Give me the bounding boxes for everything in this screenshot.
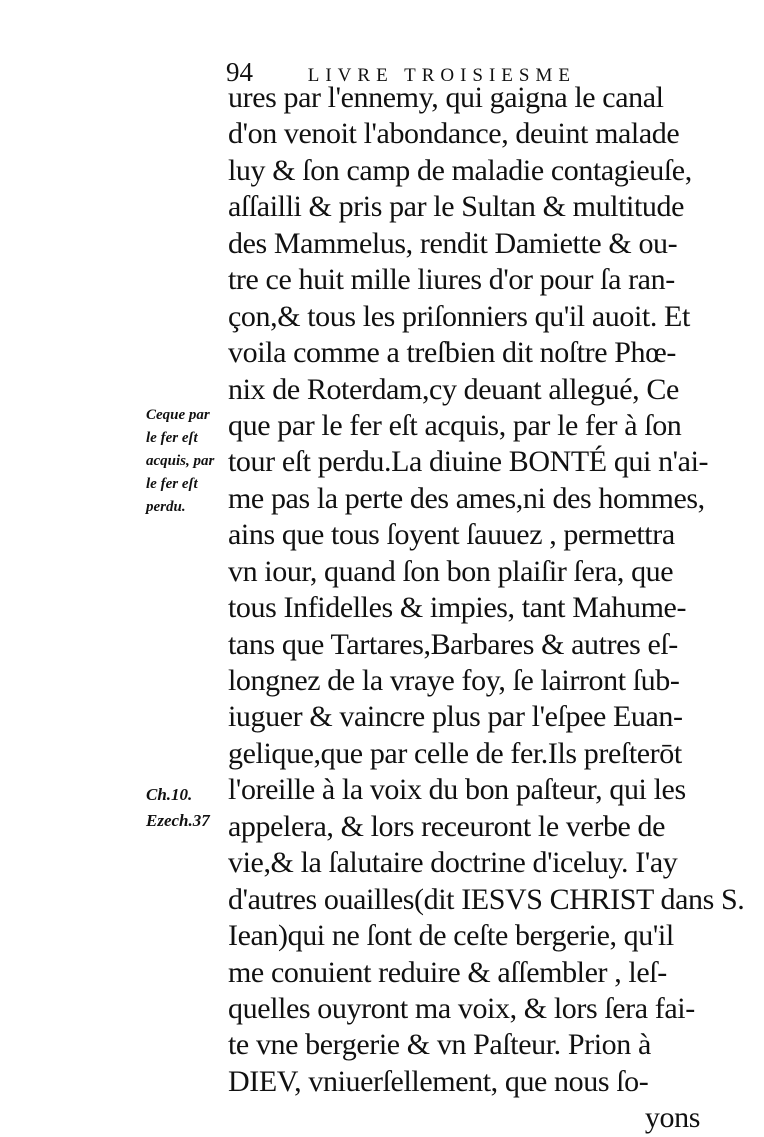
- main-text-block: [228, 80, 745, 1137]
- text-line: tour eſt perdu.La diuine BONTÉ qui n'ai-: [228, 445, 709, 479]
- text-line: tre ce huit mille liures d'or pour ſa ran-: [228, 263, 675, 297]
- text-line: appelera, & lors receuront le verbe de: [228, 809, 666, 843]
- page-number: 94: [226, 57, 253, 87]
- text-line: tans que Tartares,Barbares & autres eſ-: [228, 627, 678, 661]
- text-line: aſſailli & pris par le Sultan & multitude: [228, 190, 685, 224]
- text-line: quelles ouyront ma voix, & lors ſera fai-: [228, 991, 695, 1025]
- text-line: me conuient reduire & aſſembler , leſ-: [228, 955, 667, 989]
- text-line: çon,& tous les priſonniers qu'il auoit. Et: [228, 299, 690, 333]
- text-line: ains que tous ſoyent ſauuez , permettra: [228, 518, 675, 552]
- text-line: tous Infidelles & impies, tant Mahume-: [228, 591, 687, 625]
- text-line: d'on venoit l'abondance, deuint malade: [228, 117, 680, 151]
- text-line: me pas la perte des ames,ni des hommes,: [228, 481, 705, 515]
- margin-note-reference: [146, 782, 210, 834]
- text-line: luy & ſon camp de maladie contagieuſe,: [228, 153, 692, 187]
- text-line: longnez de la vraye foy, ſe lairront ſub-: [228, 664, 680, 697]
- text-line: des Mammelus, rendit Damiette & ou-: [228, 226, 678, 260]
- margin-note-line: perdu.: [146, 499, 186, 515]
- text-line: l'oreille à la voix du bon paſteur, qui les: [228, 773, 686, 807]
- text-line: que par le fer eſt acquis, par le fer à ſon: [228, 408, 682, 442]
- margin-note-line: Ceque par: [146, 407, 210, 423]
- text-line: gelique,que par celle de fer.Ils preſterōt: [228, 736, 682, 770]
- text-line: ures par l'ennemy, qui gaigna le canal: [228, 81, 664, 114]
- text-line: DIEV, vniuerſellement, que nous ſo-: [228, 1064, 649, 1098]
- text-line: vn iour, quand ſon bon plaiſir ſera, que: [228, 554, 674, 588]
- text-line: voila comme a treſbien dit noſtre Phœ-: [228, 336, 677, 370]
- running-title: LIVRE TROISIESME: [307, 65, 576, 86]
- text-line: Iean)qui ne ſont de ceſte bergerie, qu'il: [228, 919, 674, 953]
- margin-note-line: le fer eſt: [146, 430, 198, 446]
- margin-note-proverb: [146, 404, 214, 519]
- text-line: iuguer & vaincre plus par l'eſpee Euan-: [228, 700, 683, 734]
- margin-note-line: acquis, par: [146, 453, 215, 469]
- text-line: vie,& la ſalutaire doctrine d'iceluy. I'ay: [228, 846, 678, 880]
- margin-note-line: le fer eſt: [146, 476, 198, 492]
- margin-note-line: Ch.10.: [146, 785, 193, 804]
- text-line: d'autres ouailles(dit IESVS CHRIST dans S.: [228, 882, 745, 916]
- catchword: yons: [644, 1101, 700, 1135]
- margin-note-line: Ezech.37: [146, 811, 210, 830]
- text-line: te vne bergerie & vn Paſteur. Prion à: [228, 1028, 651, 1062]
- text-line: nix de Roterdam,cy deuant allegué, Ce: [228, 372, 679, 406]
